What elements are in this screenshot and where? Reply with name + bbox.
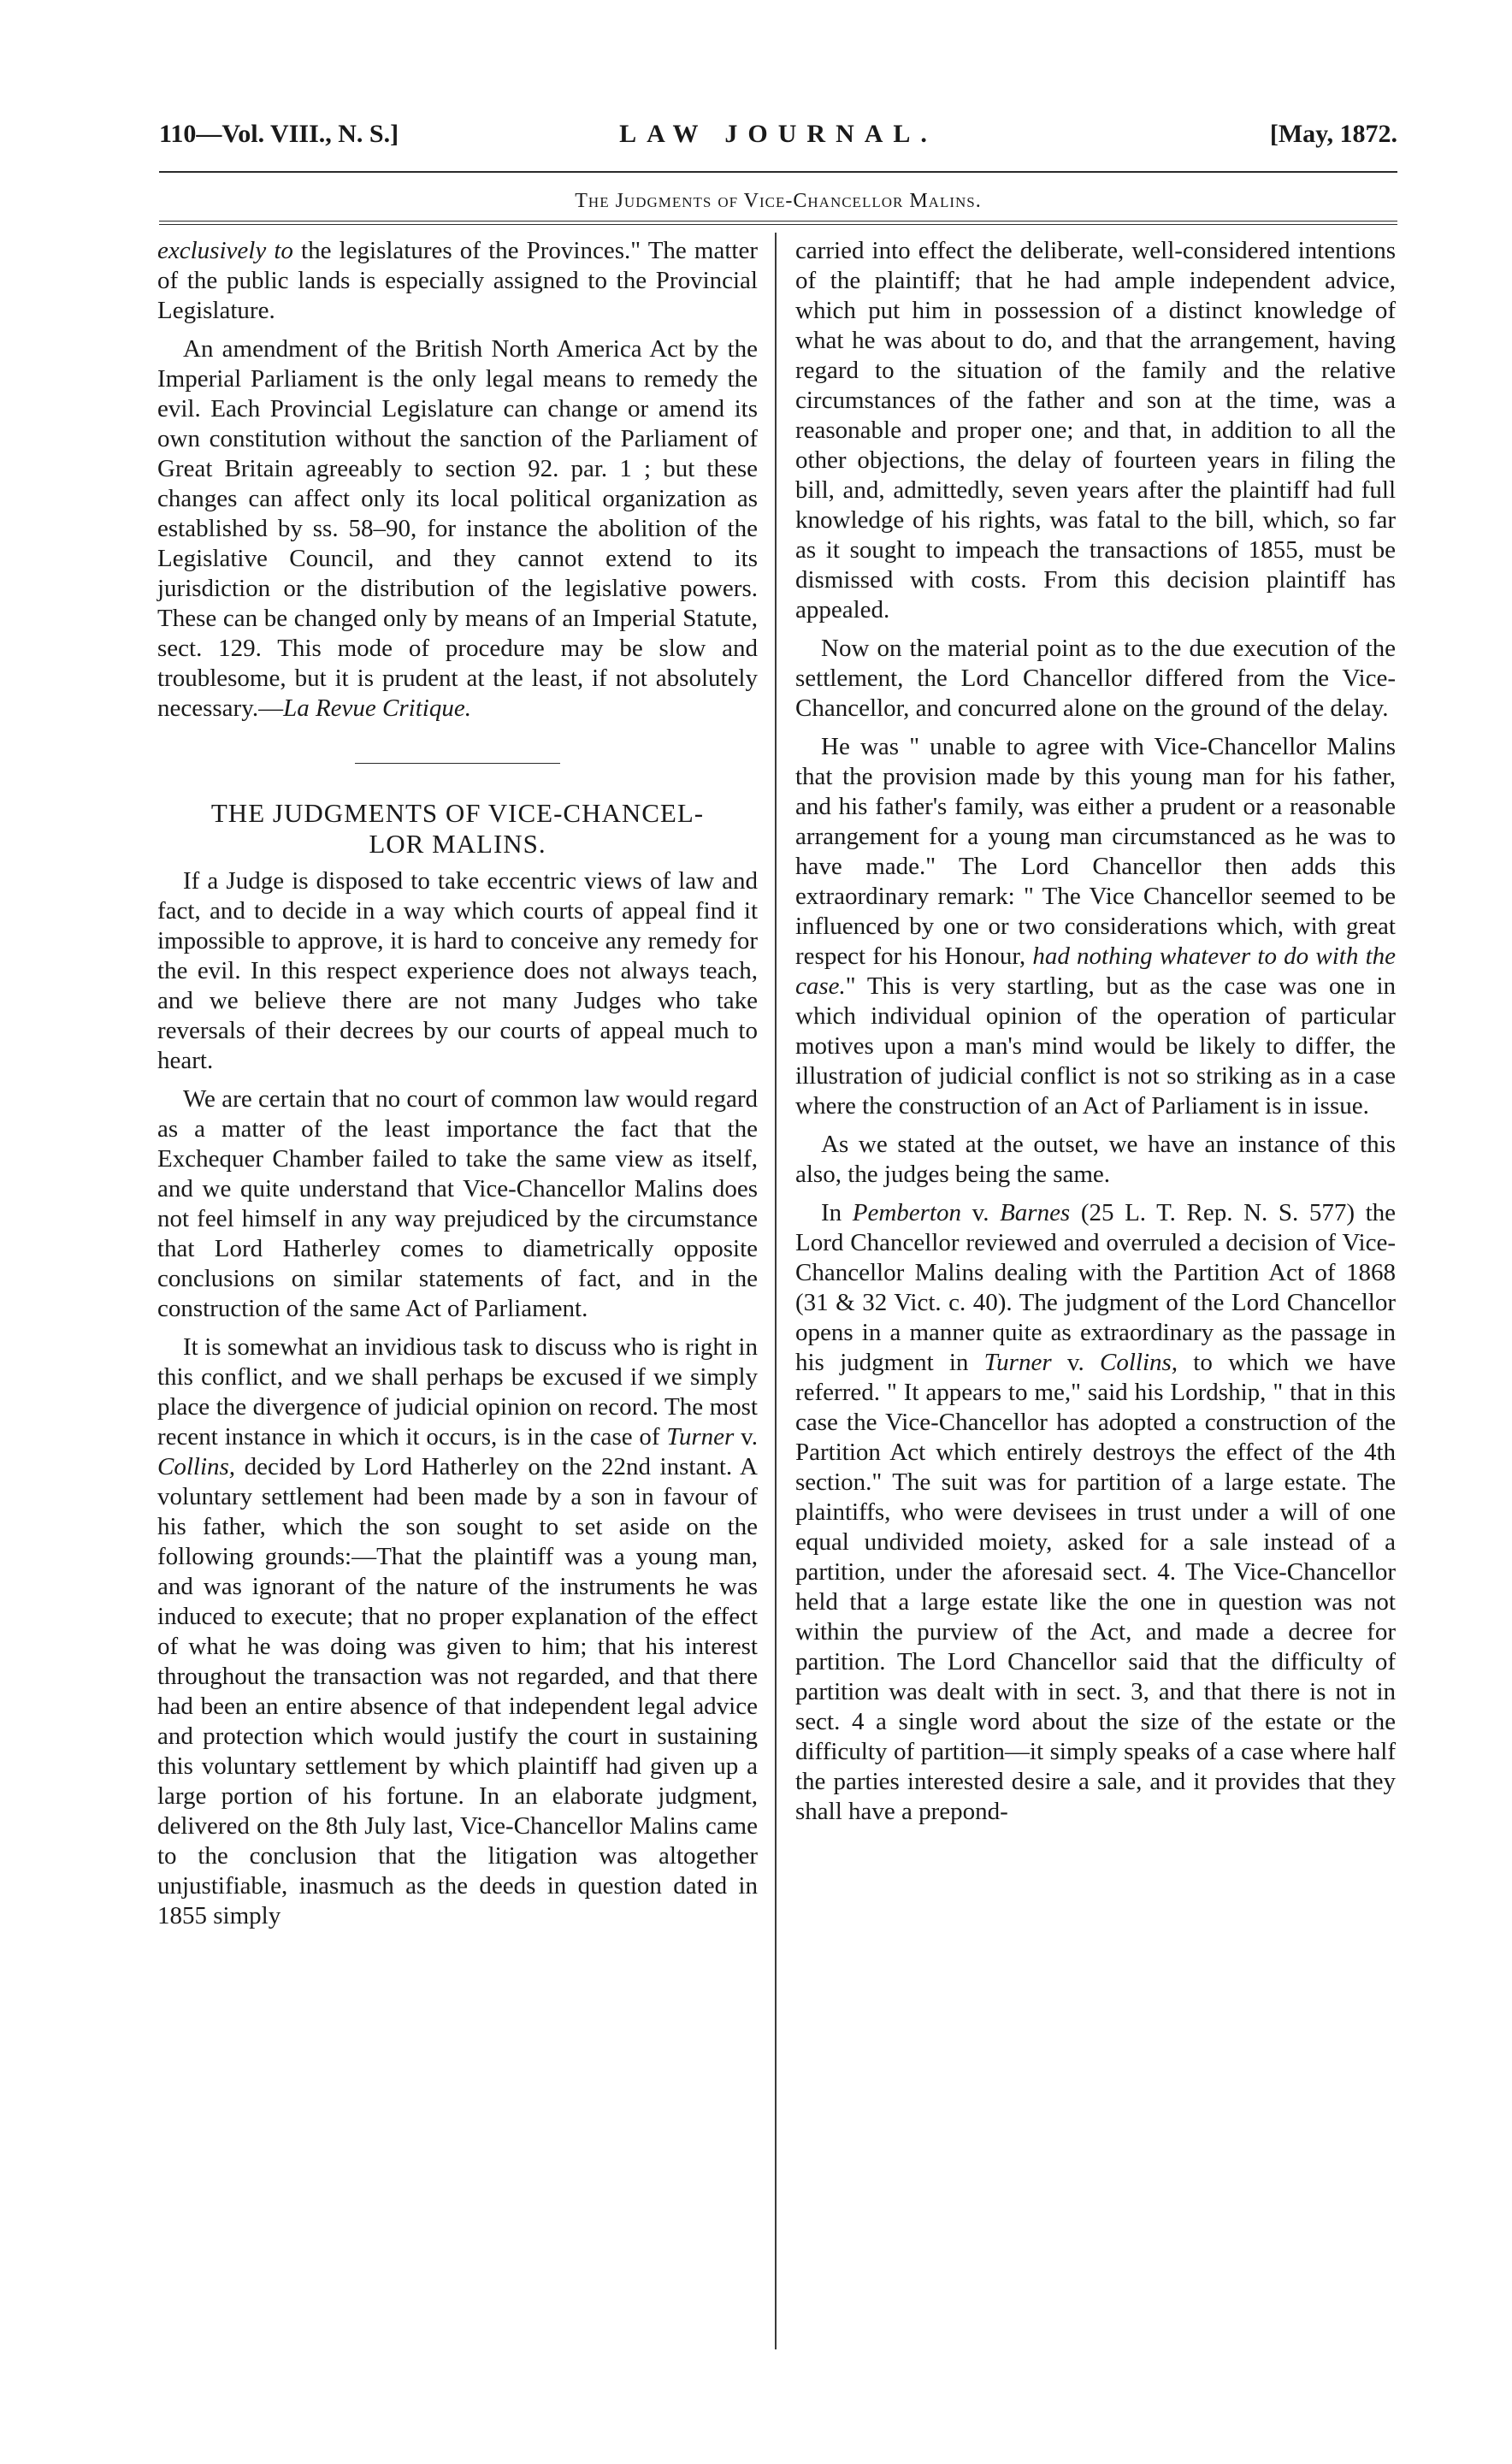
case-name: Collins, bbox=[1099, 1349, 1178, 1376]
column-divider bbox=[775, 233, 777, 2349]
case-name: Turner bbox=[983, 1349, 1052, 1376]
case-name: Pemberton bbox=[852, 1199, 961, 1226]
paragraph-text: to which we have referred. " It appears to me," said his Lordship, " that in this case the Vice-Chancellor has adopted a construction of the Partition Act which entirely destroys the effect of the 4th section." The suit was for partition of a large estate. The plaintiffs, who were devisees in trust under a will of one equal undivided moiety, asked for a sale instead of a partition, under the aforesaid sect. 4. The Vice-Chancellor held that a large estate like the one in question was not within the purview of the Act, and made a decree for partition. The Lord Chancellor said that the difficulty of partition was dealt with in sect. 3, and that there is not in sect. 4 a single word about the size of the estate or the difficulty of partition—it simply speaks of a case where half the parties interested desire a sale, and it provides that they shall have a prepond- bbox=[795, 1349, 1396, 1825]
case-name: Barnes bbox=[1000, 1199, 1071, 1226]
article-title-line: LOR MALINS. bbox=[369, 829, 546, 859]
versus: v. bbox=[1051, 1349, 1100, 1376]
italic-text: had nothing whatever to do with the case. bbox=[795, 942, 1397, 1000]
source-citation: La Revue Critique. bbox=[283, 694, 471, 722]
paragraph bbox=[157, 1332, 758, 1931]
paragraph: If a Judge is disposed to take eccentric views of law and fact, and to decide in a way which courts of appeal find it impossible to approve, it is hard to conceive any remedy for the evil. In this respect experience does not always teach, and we believe there are not many Judges who take reversals of their decrees by our courts of appeal much to heart. bbox=[157, 867, 758, 1074]
paragraph: carried into effect the deliberate, well-considered intentions of the plaintiff; that he had ample independent advice, which put him in possession of a distinct knowledge of what he was about to do, and that the arrangement, having regard to the situation of the family and the relative circumstances of the father and son at the time, was a reasonable and proper one; and that, in addition to all the other objections, the delay of fourteen years in filing the bill, and, admittedly, seven years after the plaintiff had full knowledge of his rights, was fatal to the bill, which, so far as it sought to impeach the transactions of 1855, must be dismissed with costs. From this decision plaintiff has appealed. bbox=[795, 237, 1396, 623]
italic-text: exclusively to bbox=[157, 237, 293, 264]
paragraph: Now on the material point as to the due execution of the settlement, the Lord Chancellor differed from the Vice-Chancellor, and concurred alone on the ground of the delay. bbox=[795, 635, 1396, 722]
journal-title: LAW JOURNAL. bbox=[619, 120, 937, 148]
right-column bbox=[795, 236, 1396, 1835]
paragraph bbox=[795, 1198, 1396, 1827]
case-name: Turner bbox=[666, 1423, 735, 1451]
case-name: Collins, bbox=[157, 1453, 236, 1480]
paragraph bbox=[157, 236, 758, 326]
article-title bbox=[157, 798, 758, 860]
article-title-line: THE JUDGMENTS OF VICE-CHANCEL- bbox=[210, 798, 705, 828]
article-separator bbox=[355, 763, 560, 764]
paragraph-text: It is somewhat an invidious task to discuss who is right in this conflict, and we shall perhaps be excused if we simply place the divergence of judicial opinion on record. The most recent instance in which it occurs, is in the case of bbox=[157, 1333, 758, 1451]
left-column bbox=[157, 236, 758, 1940]
paragraph bbox=[157, 334, 758, 724]
paragraph-text: (25 L. T. Rep. N. S. 577) the Lord Chancellor reviewed and overruled a decision of Vice-Chancellor Malins dealing with the Partition Act of 1868 (31 & 32 Vict. c. 40). The judgment of the Lord Chancellor opens in a manner quite as extraordinary as the passage in his judgment in bbox=[795, 1199, 1396, 1376]
versus: v. bbox=[961, 1199, 1001, 1226]
header-rule bbox=[159, 171, 1397, 173]
paragraph bbox=[795, 732, 1396, 1121]
page-volume-label: 110—Vol. VIII., N. S.] bbox=[159, 120, 399, 148]
section-double-rule bbox=[159, 221, 1397, 225]
paragraph-text: In bbox=[821, 1199, 853, 1226]
paragraph-text: An amendment of the British North America Act by the Imperial Parliament is the only legal means to remedy the evil. Each Provincial Legislature can change or amend its own constitution without the sanction of the Parliament of Great Britain agreeably to section 92. par. 1 ; but these changes can affect only its local political organization as established by ss. 58–90, for instance the abolition of the Legislative Council, and they cannot extend to its jurisdiction or the distribution of the legislative powers. These can be changed only by means of an Imperial Statute, sect. 129. This mode of procedure may be slow and troublesome, but it is prudent at the least, if not absolutely necessary.— bbox=[157, 335, 758, 722]
paragraph: As we stated at the outset, we have an instance of this also, the judges being the same. bbox=[795, 1131, 1396, 1188]
versus: v. bbox=[734, 1423, 758, 1451]
issue-date: [May, 1872. bbox=[1269, 120, 1397, 148]
section-heading: The Judgments of Vice-Chancellor Malins. bbox=[575, 190, 982, 212]
paragraph-text: decided by Lord Hatherley on the 22nd instant. A voluntary settlement had been made by a son in favour of his father, which the son sought to set aside on the following grounds:—That the plaintiff was a young man, and was ignorant of the nature of the instruments he was induced to execute; that no proper explanation of the effect of what he was doing was given to him; that his interest throughout the transaction was not regarded, and that there had been an entire absence of that independent legal advice and protection which would justify the court in sustaining this voluntary settlement by which plaintiff had given up a large portion of his fortune. In an elaborate judgment, delivered on the 8th July last, Vice-Chancellor Malins came to the conclusion that the litigation was altogether unjustifiable, inasmuch as the deeds in question dated in 1855 simply bbox=[157, 1453, 758, 1929]
paragraph-text: " This is very startling, but as the case was one in which individual opinion of the operation of particular motives upon a man's mind would be likely to differ, the illustration of judicial conflict is not so striking as in a case where the construction of an Act of Parliament is in issue. bbox=[795, 972, 1396, 1120]
paragraph-text: the legislatures of the Provinces." The matter of the public lands is especially assigned to the Provincial Legislature. bbox=[157, 237, 758, 324]
running-head bbox=[159, 120, 1397, 157]
paragraph-text: He was " unable to agree with Vice-Chancellor Malins that the provision made by this young man for his father, and his father's family, was either a prudent or a reasonable arrangement for a young man circumstanced as he was to have made." The Lord Chancellor then adds this extraordinary remark: " The Vice Chancellor seemed to be influenced by one or two considerations which, with great respect for his Honour, bbox=[795, 733, 1396, 970]
paragraph: We are certain that no court of common law would regard as a matter of the least importance the fact that the Exchequer Chamber failed to take the same view as itself, and we quite understand that Vice-Chancellor Malins does not feel himself in any way prejudiced by the circumstance that Lord Hatherley comes to diametrically opposite conclusions on similar statements of fact, and in the construction of the same Act of Parliament. bbox=[157, 1085, 758, 1322]
